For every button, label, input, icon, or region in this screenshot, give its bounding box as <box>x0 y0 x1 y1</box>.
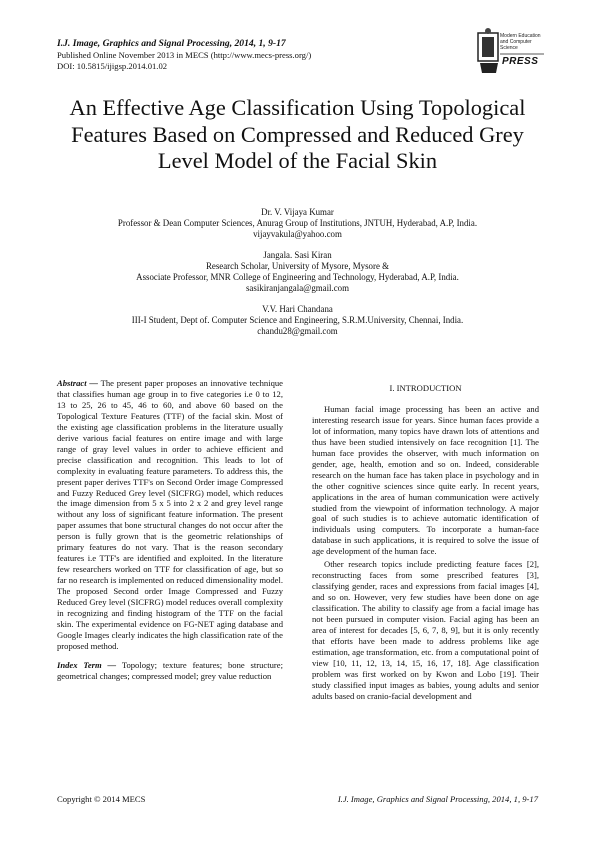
footer-copyright: Copyright © 2014 MECS <box>57 794 146 804</box>
author-2 <box>57 250 538 294</box>
index-terms-text: Topology; texture features; bone structure; geometrical changes; compressed model; grey value reduction <box>57 659 283 681</box>
journal-citation: I.J. Image, Graphics and Signal Processing, 2014, 1, 9-17 <box>57 38 286 49</box>
publication-info: Published Online November 2013 in MECS (http://www.mecs-press.org/) <box>57 50 312 60</box>
author-2-email: sasikiranjangala@gmail.com <box>245 283 350 293</box>
footer-journal <box>290 794 538 804</box>
introduction-paragraph-1: Human facial image processing has been an active and interesting research issue for years. Since human faces provide a lot of information, many topics have drawn lots of attentions and thus have been studied intensively on face recognition [1]. The human face provides the observer, with much information on gender, age, health, emotion and so on. Indeed, considerable research on the human face has taken place in psychology and in the other cognitive sciences since quite early. In recent years, applications in the area of human communication were actively studied from the viewpoint of information technology. A major goal of such studies is to achieve automatic identification of individuals using computers. To incorporate a human-face database in such applications, it is required to solve the issue of age development of the human face. <box>312 403 539 557</box>
index-terms-label: Index Term — <box>57 659 117 670</box>
paper-title: An Effective Age Classification Using Topological Features Based on Compressed and Reduced Grey Level Model of the Facial Skin <box>69 95 526 173</box>
introduction-heading: I. INTRODUCTION <box>389 383 462 393</box>
logo-press: PRESS <box>502 56 539 67</box>
author-3 <box>57 304 538 337</box>
author-3-name: V.V. Hari Chandana <box>262 304 333 314</box>
index-terms <box>57 660 283 682</box>
introduction-paragraph-2: Other research topics include predicting feature faces [2], reconstructing faces from some prescribed features [3], classifying gender, races and expressions from facial images [4], and so on. However, very few studies have been done on age classification. The ability to classify age from a facial image has not been pursued in computer vision. Facial aging has been an area of interest for decades [5, 6, 7, 8, 9], but it is only recently that efforts have been made to address problems like age estimation, age transformation, etc. from a computational point of view [10, 11, 12, 13, 14, 15, 16, 17, 18]. Age classification problem was first worked on by Kwon and Lobo [19]. Their study classified input images as babies, young adults and senior adults based on cranio-facial development and <box>312 559 539 701</box>
author-1-affiliation: Professor & Dean Computer Sciences, Anurag Group of Institutions, JNTUH, Hyderabad, A.P, India. <box>117 218 478 228</box>
abstract <box>57 378 283 652</box>
author-1 <box>57 207 538 240</box>
doi: DOI: 10.5815/ijigsp.2014.01.02 <box>57 61 168 71</box>
footer-journal-citation: I.J. Image, Graphics and Signal Processing, 2014, 1, 9-17 <box>337 794 538 804</box>
authors-block <box>57 207 538 347</box>
abstract-label: Abstract — <box>57 378 98 388</box>
author-1-email: vijayvakula@yahoo.com <box>253 229 342 239</box>
logo-caption: Modern Education and Computer Science <box>500 33 541 51</box>
left-column <box>57 378 283 682</box>
author-3-email: chandu28@gmail.com <box>257 326 338 336</box>
author-2-name: Jangala. Sasi Kiran <box>263 250 332 260</box>
right-column <box>312 378 539 704</box>
author-3-affiliation: III-I Student, Dept of. Computer Science and Engineering, S.R.M.University, Chennai, India. <box>131 315 464 325</box>
author-1-name: Dr. V. Vijaya Kumar <box>261 207 334 217</box>
author-2-affiliation-1: Research Scholar, University of Mysore, Mysore & <box>205 261 390 271</box>
journal-header <box>57 38 457 72</box>
author-2-affiliation-2: Associate Professor, MNR College of Engineering and Technology, Hyderabad, A.P, India. <box>136 272 459 282</box>
abstract-text: The present paper proposes an innovative technique that classifies human age group in to five categories i.e 0 to 12, 13 to 25, 26 to 45, 46 to 60, and above 60 based on the Topological Texture Features (TTF) of the facial skin. Most of the existing age classification problems in the literature usually derive various facial features on entire image and with large range of gray level values in order to achieve efficient and precise classification and recognition. This leads to lot of complexity in evaluating feature parameters. To address this, the present paper derives TTF's on Second Order image Compressed and Fuzzy Reduced Grey level (SICFRG) model, which reduces the image dimension from 5 x 5 into 2 x 2 and grey level range without any loss of significant feature information. The present paper assumes that bone structural changes do not occur after the person is fully grown that is the geometric relationships of primary features do not vary. That is the reason secondary features i.e TTF's are identified and exploited. In the literature few researchers worked on TTF for classification of age, but so far no research is implemented on reduced dimensionality model. The proposed Second order Image Compressed and Fuzzy Reduced Grey level (SICFRG) model reduces overall complexity in recognizing and finding histogram of the TTF on the facial skin. The experimental evidence on FG-NET aging database and Google Images clearly indicates the high classification rate of the proposed method. <box>57 378 283 651</box>
